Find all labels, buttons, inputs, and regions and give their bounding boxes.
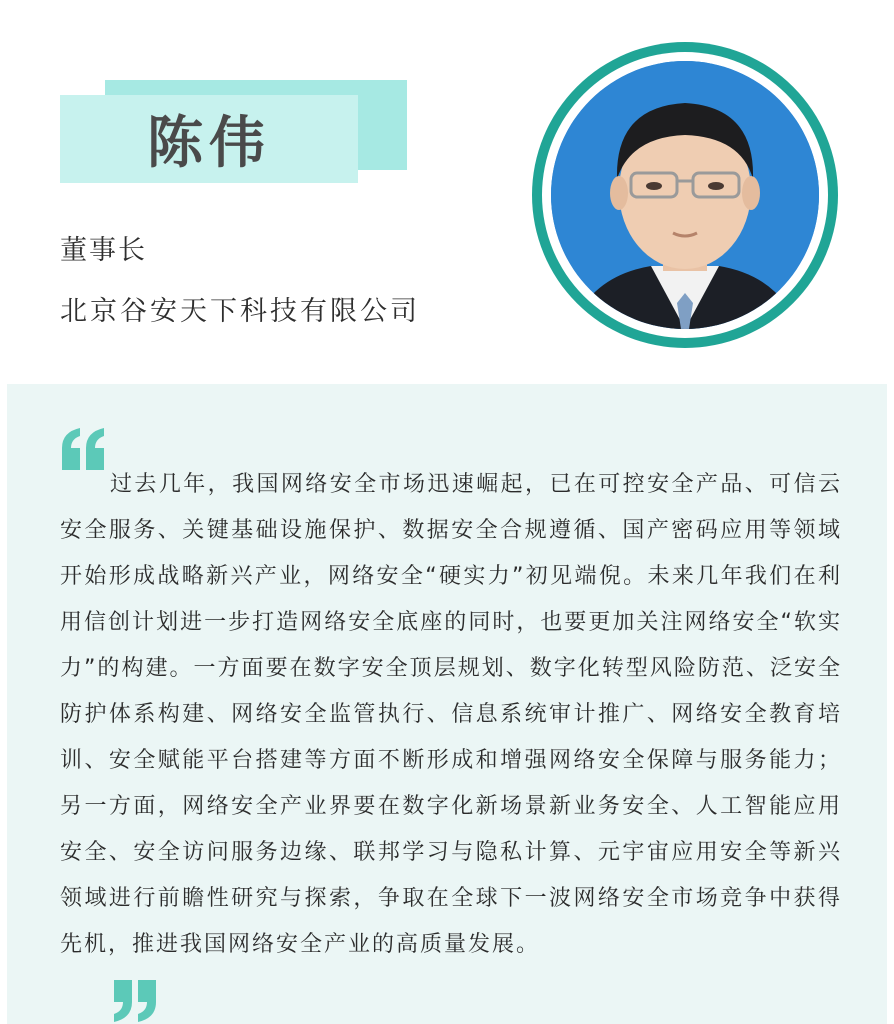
company-name: 北京谷安天下科技有限公司 [60, 296, 420, 327]
portrait-photo [551, 61, 819, 329]
person-title: 董事长 [60, 235, 147, 266]
close-quote-icon [112, 980, 158, 1022]
quote-text: 过去几年，我国网络安全市场迅速崛起，已在可控安全产品、可信云安全服务、关键基础设施保护、数据安全合规遵循、国产密码应用等领域开始形成战略新兴产业，网络安全“硬实力”初见端倪。未来几年我们在利用信创计划进一步打造网络安全底座的同时，也要更加关注网络安全“软实力”的构建。一方面要在数字安全顶层规划、数字化转型风险防范、泛安全防护体系构建、网络安全监管执行、信息系统审计推广、网络安全教育培训、安全赋能平台搭建等方面不断形成和增强网络安全保障与服务能力；另一方面，网络安全产业界要在数字化新场景新业务安全、人工智能应用安全、安全访问服务边缘、联邦学习与隐私计算、元宇宙应用安全等新兴领域进行前瞻性研究与探索，争取在全球下一波网络安全市场竞争中获得先机，推进我国网络安全产业的高质量发展。 [60, 472, 842, 957]
person-name: 陈伟 [147, 111, 271, 176]
